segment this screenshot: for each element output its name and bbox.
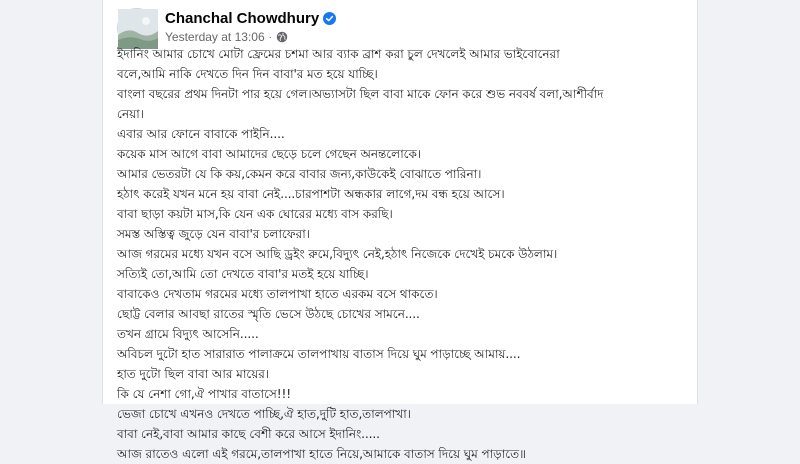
post-line: ভেজা চোখে এখনও দেখতে পাচ্ছি,ঐ হাত,দুটি হাত,তালপাখা। bbox=[117, 407, 411, 421]
post-line: এবার আর ফোনে বাবাকে পাইনি.... bbox=[117, 127, 285, 141]
post-line: বাবা ছাড়া কয়টা মাস,কি যেন এক ঘোরের মধ্যে বাস করছি। bbox=[117, 207, 393, 221]
post-line: কি যে নেশা গো,ঐ পাখার বাতাসে!!! bbox=[117, 387, 291, 401]
post-line: আজ রাতেও এলো এই গরমে,তালপাখা হাতে নিয়ে,আমাকে বাতাস দিয়ে ঘুম পাড়াতে॥ bbox=[117, 447, 526, 461]
post-line: বাংলা বছরের প্রথম দিনটা পার হয়ে গেল।অভ্যাসটা ছিল বাবা মাকে ফোন করে শুভ নববর্ষ বলা,আশীর্বাদ bbox=[117, 87, 604, 101]
post-line: ছোট্ট বেলার আবছা রাতের স্মৃতি ভেসে উঠছে চোখের সামনে.... bbox=[117, 307, 420, 321]
verified-badge-icon bbox=[323, 12, 336, 25]
post-line: তখন গ্রামে বিদ্যুৎ আসেনি..... bbox=[117, 327, 259, 341]
post-line: অবিচল দুটো হাত সারারাত পালাক্রমে তালপাখায় বাতাস দিয়ে ঘুম পাড়াচ্ছে আমায়.... bbox=[117, 347, 521, 361]
post-text bbox=[117, 44, 691, 464]
post-line: সত্যিই তো,আমি তো দেখতে বাবা'র মতই হয়ে যাচ্ছি। bbox=[117, 267, 369, 281]
post-line: বলে,আমি নাকি দেখতে দিন দিন বাবা'র মত হয়ে যাচ্ছি। bbox=[117, 67, 378, 81]
author-name[interactable]: Chanchal Chowdhury bbox=[165, 10, 320, 27]
post-line: বাবা নেই,বাবা আমার কাছে বেশী করে আসে ইদানিং..... bbox=[117, 427, 380, 441]
post-header bbox=[117, 8, 677, 48]
author-avatar[interactable] bbox=[117, 8, 157, 48]
globe-icon[interactable] bbox=[276, 31, 288, 43]
meta-separator: · bbox=[268, 31, 272, 43]
post-timestamp[interactable]: Yesterday at 13:06 bbox=[165, 30, 265, 44]
post-line: সমস্ত অস্তিত্ব জুড়ে যেন বাবা'র চলাফেরা। bbox=[117, 227, 310, 241]
post-line: বাবাকেও দেখতাম গরমের মধ্যে তালপাখা হাতে এরকম বসে থাকতে। bbox=[117, 287, 438, 301]
post-line: হঠাৎ করেই যখন মনে হয় বাবা নেই....চারপাশটা অন্ধকার লাগে,দম বন্ধ হয়ে আসে। bbox=[117, 187, 505, 201]
post-card bbox=[102, 0, 698, 461]
post-line: হাত দুটো ছিল বাবা আর মায়ের। bbox=[117, 367, 270, 381]
post-line: কয়েক মাস আগে বাবা আমাদের ছেড়ে চলে গেছেন অনন্তলোকে। bbox=[117, 147, 422, 161]
post-line: নেয়া। bbox=[117, 107, 144, 121]
post-line: আমার ভেতরটা যে কি কয়,কেমন করে বাবার জন্য,কাউকেই বোঝাতে পারিনা। bbox=[117, 167, 482, 181]
post-line: আজ গরমের মধ্যে যখন বসে আছি ড্রইং রুমে,বিদ্যুৎ নেই,হঠাৎ নিজেকে দেখেই চমকে উঠলাম। bbox=[117, 247, 558, 261]
post-line: ইদানিং আমার চোখে মোটা ফ্রেমের চশমা আর ব্যাক ব্রাশ করা চুল দেখলেই আমার ভাইবোনেরা bbox=[117, 47, 560, 61]
